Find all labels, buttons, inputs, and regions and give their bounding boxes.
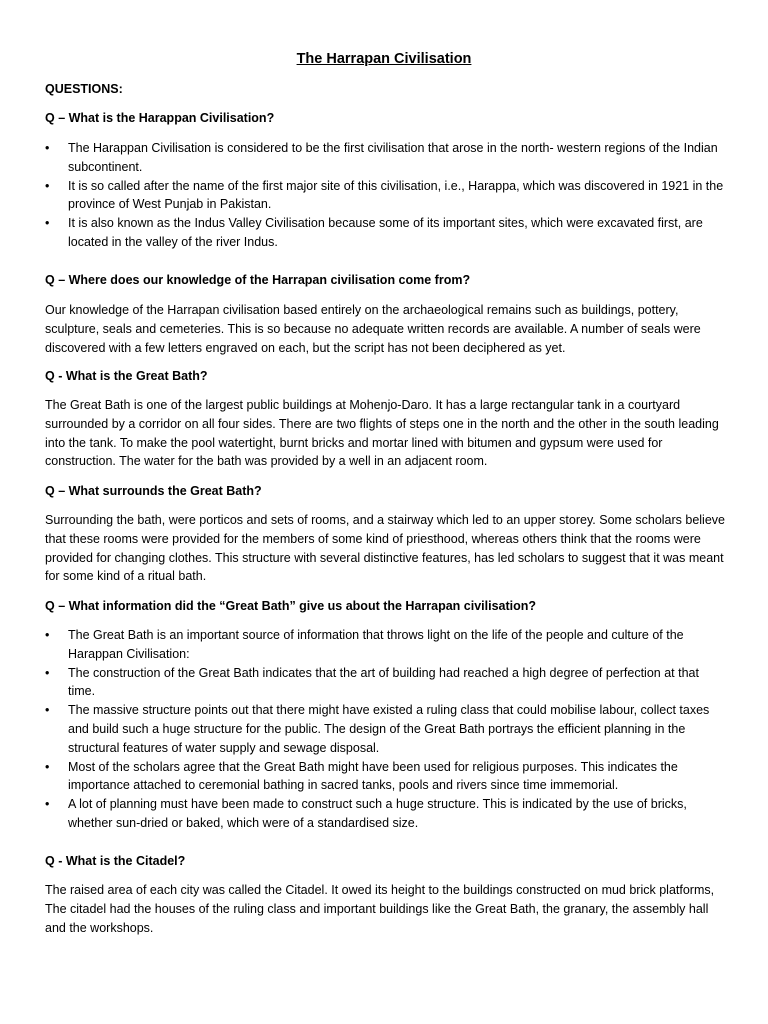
bullet-text: The massive structure points out that there might have existed a ruling class that could mobilise labour, collect taxes and build such a huge structure for the public. The design of the Great Bath portrays the efficient planning in the structural features of water supply and sewage disposal. <box>68 703 710 755</box>
bullet-icon: • <box>45 141 50 155</box>
answer-paragraph-2: Our knowledge of the Harrapan civilisation based entirely on the archaeological remains such as buildings, pottery, sculpture, seals and cemeteries. This is so because no adequate written records are available. A number of seals were discovered with a few letters engraved on each, but the script has not been deciphered as yet. <box>45 303 701 355</box>
bullet-item <box>45 177 725 215</box>
bullet-text: A lot of planning must have been made to construct such a huge structure. This is indicated by the use of bricks, whether sun-dried or baked, which were of a standardised size. <box>68 797 687 830</box>
bullet-item <box>45 626 725 664</box>
questions-label: QUESTIONS: <box>45 82 123 96</box>
bullet-icon: • <box>45 216 50 231</box>
bullet-item <box>45 701 725 757</box>
bullet-icon: • <box>45 628 50 642</box>
bullet-text: Most of the scholars agree that the Great Bath might have been used for religious purposes. This indicates the importance attached to ceremonial bathing in sacred tanks, pools and rivers since time immemorial. <box>68 759 678 793</box>
bullet-text: It is also known as the Indus Valley Civilisation because some of its important sites, which were excavated first, are located in the valley of the river Indus. <box>68 216 703 249</box>
bullet-text: The Harappan Civilisation is considered to be the first civilisation that arose in the north- western regions of the Indian subcontinent. <box>68 141 718 174</box>
bullet-icon: • <box>45 759 50 774</box>
answer-paragraph-6: The raised area of each city was called the Citadel. It owed its height to the buildings constructed on mud brick platforms, The citadel had the houses of the ruling class and important buildings like the Great Bath, the granary, the assembly hall and the workshops. <box>45 883 715 935</box>
bullet-text: The construction of the Great Bath indicates that the art of building had reached a high degree of perfection at that time. <box>68 665 699 699</box>
bullet-item <box>45 139 725 177</box>
bullet-item <box>45 795 725 833</box>
bullet-item <box>45 758 725 796</box>
bullet-item <box>45 664 725 702</box>
bullet-icon: • <box>45 178 50 193</box>
question-heading-1: Q – What is the Harappan Civilisation? <box>45 111 275 125</box>
bullet-list-1 <box>45 139 725 252</box>
bullet-icon: • <box>45 797 50 812</box>
question-heading-4: Q – What surrounds the Great Bath? <box>45 484 262 498</box>
bullet-list-5 <box>45 626 725 833</box>
bullet-text: It is so called after the name of the first major site of this civilisation, i.e., Harappa, which was discovered in 1921 in the province of West Punjab in Pakistan. <box>68 178 724 212</box>
answer-paragraph-4: Surrounding the bath, were porticos and sets of rooms, and a stairway which led to an upper storey. Some scholars believe that these rooms were provided for the members of some kind of priesthood, whereas others think that the rooms were provided for changing clothes. This structure with several distinctive features, has led scholars to suggest that it was meant for some kind of a ritual bath. <box>45 513 725 584</box>
bullet-item <box>45 214 725 252</box>
document-title: The Harrapan Civilisation <box>296 51 472 67</box>
question-heading-3: Q - What is the Great Bath? <box>45 369 208 383</box>
bullet-icon: • <box>45 665 50 680</box>
answer-paragraph-3: The Great Bath is one of the largest public buildings at Mohenjo-Daro. It has a large rectangular tank in a courtyard surrounded by a corridor on all four sides. There are two flights of steps one in the north and the other in the south leading into the tank. To make the pool watertight, burnt bricks and mortar lined with bitumen and gypsum were used for construction. The water for the bath was provided by a well in an adjacent room. <box>45 398 719 469</box>
question-heading-5: Q – What information did the “Great Bath” give us about the Harrapan civilisation? <box>45 599 537 613</box>
bullet-text: The Great Bath is an important source of information that throws light on the life of the people and culture of the Harappan Civilisation: <box>68 628 684 661</box>
question-heading-6: Q - What is the Citadel? <box>45 854 186 868</box>
bullet-icon: • <box>45 703 50 718</box>
question-heading-2: Q – Where does our knowledge of the Harrapan civilisation come from? <box>45 273 471 287</box>
